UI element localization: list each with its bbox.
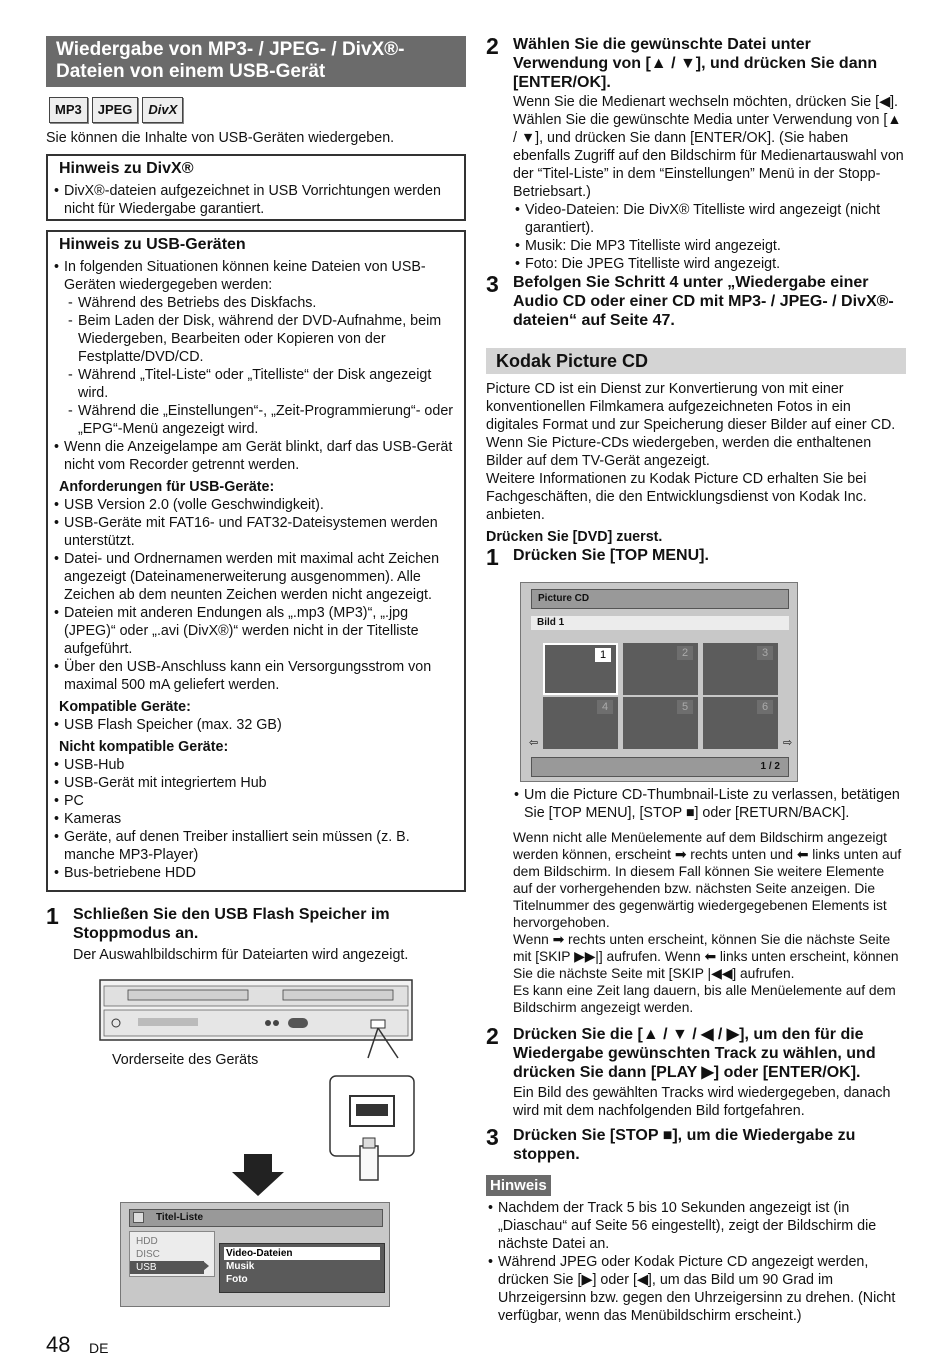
requirement-item: • USB Version 2.0 (volle Geschwindigkeit). xyxy=(52,496,458,514)
step-heading: Schließen Sie den USB Flash Speicher im Stoppmodus an. xyxy=(73,906,390,942)
requirement-item: • Datei- und Ordnernamen werden mit maximal acht Zeichen angezeigt (Dateinamenerweiterung ausgenommen). Alle Zeichen ab dem neunten Zeichen werden nicht angezeigt. xyxy=(52,550,458,604)
step-number: 1 xyxy=(486,544,499,570)
arrow-down-icon xyxy=(228,1154,288,1196)
kodak-navigation-note: Wenn nicht alle Menüelemente auf dem Bildschirm angezeigt werden können, erscheint ➡ rechts unten und ⬅ links unten auf dem Bildschirm. In diesem Fall können Sie weitere Elemente auf der vorhergehenden bzw. nächsten Seite anzeigen. Die Titelnummer des gegenwärtig wiedergegebenen Elements ist hervorgehoben. Wenn ➡ rechts unten erscheint, können Sie die nächste Seite mit [SKIP ▶▶|] aufrufen. Wenn ⬅ links unten erscheint, können Sie die nächste Seite mit [SKIP |◀◀] aufrufen. Es kann eine Zeit lang dauern, bis alle Menüelemente auf dem Bildschirm angezeigt werden. xyxy=(513,830,902,1015)
picture-cd-header: Picture CD xyxy=(531,589,789,609)
dvd-tray xyxy=(283,990,393,1000)
step-body: Der Auswahlbildschirm für Dateiarten wird angezeigt. xyxy=(73,947,409,963)
arrow-left-icon[interactable]: ⇦ xyxy=(529,737,539,749)
hinweis-tag: Hinweis xyxy=(486,1175,551,1196)
vhs-slot xyxy=(128,990,248,1000)
media-option-photo[interactable]: Foto xyxy=(226,1274,248,1285)
device-illustration xyxy=(98,978,438,1183)
step-number: 2 xyxy=(486,33,499,59)
usb-note-box xyxy=(46,230,466,892)
kodak-press-dvd: Drücken Sie [DVD] zuerst. xyxy=(486,529,663,545)
step-number: 1 xyxy=(46,903,59,929)
kodak-intro: Picture CD ist ein Dienst zur Konvertierung von mit einer konventionellen Filmkamera aufgezeichneten Fotos in ein digitales Format und zur Speicherung dieser Bilder auf einer CD. Wenn Sie Picture-CDs wiedergeben, werden die enthaltenen Bilder auf dem TV-Gerät angezeigt. Weitere Informationen zu Kodak Picture CD erhalten Sie bei Fachgeschäften, die den Entwicklungsdienst von Kodak Inc. anbieten. Drücken Sie [DVD] zuerst. xyxy=(486,380,906,546)
mp3-logo: MP3 xyxy=(49,97,88,123)
media-type-item: • Musik: Die MP3 Titelliste wird angezeigt. xyxy=(513,237,906,255)
thumbnail[interactable]: 4 xyxy=(543,697,618,749)
step-body: Wenn Sie die Medienart wechseln möchten, drücken Sie [◀]. Wählen Sie die gewünschte Media unter Verwendung von [▲ / ▼], und drücken Sie dann [ENTER/OK]. (Sie haben ebenfalls Zugriff auf den Bildschirm für Medienartauswahl von der “Titel-Liste” in dem “Einstellungen” Menü in der Stopp-Betriebsart.) xyxy=(513,94,904,200)
incompatible-item: • Bus-betriebene HDD xyxy=(52,864,458,882)
usb-note-item: • In folgenden Situationen können keine Dateien von USB-Geräten wiedergegeben werden: - Während des Betriebs des Diskfachs. - Beim Laden der Disk, während der DVD-Aufnahme, beim Wiedergeben, Bearbeiten oder Kopieren von der Festplatte/DVD/CD. - Während „Titel-Liste“ oder „Titelliste“ der Disk angezeigt wird. - Während die „Einstellungen“-, „Zeit-Programmierung“- oder „EPG“-Menü angezeigt wird. xyxy=(52,258,458,438)
usb-note-title: Hinweis zu USB-Geräten xyxy=(59,236,246,253)
incompatible-item: • PC xyxy=(52,792,458,810)
front-button xyxy=(265,1020,271,1026)
incompatible-item: • Kameras xyxy=(52,810,458,828)
kodak-step-1 xyxy=(486,546,906,568)
usb-step-1 xyxy=(46,905,466,964)
hinweis-item: • Nachdem der Track 5 bis 10 Sekunden angezeigt ist (in „Diaschau“ auf Seite 56 eingestellt), zeigt der Bildschirm die nächste Datei an. xyxy=(486,1199,908,1253)
requirement-item: • Über den USB-Anschluss kann ein Versorgungsstrom von maximal 500 mA geliefert werden. xyxy=(52,658,458,694)
step-heading: Wählen Sie die gewünschte Datei unter Verwendung von [▲ / ▼], und drücken Sie dann [ENTER/OK]. xyxy=(513,36,878,91)
arrow-right-icon[interactable]: ⇨ xyxy=(783,737,793,749)
language-code: DE xyxy=(89,1340,109,1356)
thumbnail[interactable]: 2 xyxy=(623,643,698,695)
media-option-video[interactable]: Video-Dateien xyxy=(224,1247,380,1260)
thumbnail[interactable]: 6 xyxy=(703,697,778,749)
incompatible-title: Nicht kompatible Geräte: xyxy=(59,739,229,755)
media-option-music[interactable]: Musik xyxy=(226,1261,255,1272)
usb-step-2 xyxy=(486,35,906,273)
step-heading: Befolgen Sie Schritt 4 unter „Wiedergabe einer Audio CD oder einer CD mit MP3- / JPEG- / DivX®-dateien“ auf Seite 47. xyxy=(513,274,894,329)
media-type-item: • Foto: Die JPEG Titelliste wird angezeigt. xyxy=(513,255,906,273)
device-caption: Vorderseite des Geräts xyxy=(112,1052,259,1068)
compatible-title: Kompatible Geräte: xyxy=(59,699,191,715)
divx-note-item: • DivX®-dateien aufgezeichnet in USB Vorrichtungen werden nicht für Wiedergabe garantiert. xyxy=(52,182,458,218)
incompatible-item: • USB-Hub xyxy=(52,756,458,774)
step-heading: Drücken Sie [STOP ■], um die Wiedergabe zu stoppen. xyxy=(513,1127,856,1163)
usb-port-inner xyxy=(356,1104,388,1116)
step-number: 2 xyxy=(486,1023,499,1049)
step-heading: Drücken Sie [TOP MENU]. xyxy=(513,547,709,564)
section-title: Wiedergabe von MP3- / JPEG- / DivX®-Dateien von einem USB-Gerät xyxy=(46,36,466,87)
step-heading: Drücken Sie die [▲ / ▼ / ◀ / ▶], um den für die Wiedergabe gewünschten Track zu wählen, und drücken Sie dann [PLAY ▶] oder [ENTER/OK]. xyxy=(513,1026,876,1081)
hinweis-list xyxy=(486,1199,908,1325)
usb-note-sub: - Während „Titel-Liste“ oder „Titelliste“ der Disk angezeigt wird. xyxy=(64,366,458,402)
thumbnail[interactable]: 3 xyxy=(703,643,778,695)
hinweis-item: • Während JPEG oder Kodak Picture CD angezeigt werden, drücken Sie [▶] oder [◀], um das Bild um 90 Grad im Uhrzeigersinn bzw. gegen den Uhrzeigersinn zu drehen. (Nicht verfügbar, wenn das Menübildschirm erscheint.) xyxy=(486,1253,908,1325)
intro-text: Sie können die Inhalte von USB-Geräten wiedergeben. xyxy=(46,130,395,146)
step-body: Ein Bild des gewählten Tracks wird wiedergegeben, danach wird mit dem nachfolgenden Bild fortgefahren. xyxy=(513,1085,891,1119)
display-area xyxy=(138,1018,198,1026)
compatible-item: • USB Flash Speicher (max. 32 GB) xyxy=(52,716,458,734)
kodak-exit-note: • Um die Picture CD-Thumbnail-Liste zu verlassen, betätigen Sie [TOP MENU], [STOP ■] oder [RETURN/BACK]. xyxy=(512,786,907,822)
usb-note-sub: - Während des Betriebs des Diskfachs. xyxy=(64,294,458,312)
incompatible-item: • USB-Gerät mit integriertem Hub xyxy=(52,774,458,792)
step-number: 3 xyxy=(486,271,499,297)
titel-liste-screen xyxy=(120,1202,390,1307)
incompatible-item: • Geräte, auf denen Treiber installiert sein müssen (z. B. manche MP3-Player) xyxy=(52,828,458,864)
front-button xyxy=(273,1020,279,1026)
source-item-disc[interactable]: DISC xyxy=(136,1249,160,1260)
list-icon xyxy=(133,1212,144,1223)
picture-cd-screen xyxy=(520,582,798,782)
front-button xyxy=(288,1018,308,1028)
media-type-list xyxy=(219,1243,385,1293)
usb-note-sub: - Beim Laden der Disk, während der DVD-Aufnahme, beim Wiedergeben, Bearbeiten oder Kopieren von der Festplatte/DVD/CD. xyxy=(64,312,458,366)
jpeg-logo: JPEG xyxy=(92,97,139,123)
divx-logo: DivX xyxy=(142,97,183,123)
step-number: 3 xyxy=(486,1124,499,1150)
kodak-step-2 xyxy=(486,1025,906,1120)
source-item-usb[interactable]: USB xyxy=(130,1261,204,1274)
thumbnail[interactable]: 1 xyxy=(543,643,618,695)
picture-cd-subheader: Bild 1 xyxy=(531,616,789,630)
usb-port xyxy=(371,1020,385,1028)
requirement-item: • Dateien mit anderen Endungen als „.mp3 (MP3)“, „.jpg (JPEG)“ oder „.avi (DivX®)“ werden nicht in der Titelliste aufgeführt. xyxy=(52,604,458,658)
page-number: 48 xyxy=(46,1332,71,1357)
usb-note-sub: - Während die „Einstellungen“-, „Zeit-Programmierung“- oder „EPG“-Menü angezeigt wird. xyxy=(64,402,458,438)
requirements-title: Anforderungen für USB-Geräte: xyxy=(59,479,275,495)
page-indicator: 1 / 2 xyxy=(531,757,789,777)
media-type-item: • Video-Dateien: Die DivX® Titelliste wird angezeigt (nicht garantiert). xyxy=(513,201,906,237)
divx-note-box xyxy=(46,154,466,221)
usb-stick xyxy=(360,1146,378,1180)
requirement-item: • USB-Geräte mit FAT16- und FAT32-Dateisystemen werden unterstützt. xyxy=(52,514,458,550)
source-item-hdd[interactable]: HDD xyxy=(136,1236,158,1247)
usb-step-3 xyxy=(486,273,906,330)
divx-note-title: Hinweis zu DivX® xyxy=(59,160,194,177)
kodak-step-3 xyxy=(486,1126,906,1164)
usb-stick-connector xyxy=(363,1138,375,1148)
kodak-section-title: Kodak Picture CD xyxy=(486,348,906,374)
format-logos xyxy=(49,97,183,123)
thumbnail[interactable]: 5 xyxy=(623,697,698,749)
usb-note-item: • Wenn die Anzeigelampe am Gerät blinkt, darf das USB-Gerät nicht vom Recorder getrennt werden. xyxy=(52,438,458,474)
titel-liste-header: Titel-Liste xyxy=(129,1209,383,1227)
chevron-right-icon xyxy=(203,1261,209,1271)
